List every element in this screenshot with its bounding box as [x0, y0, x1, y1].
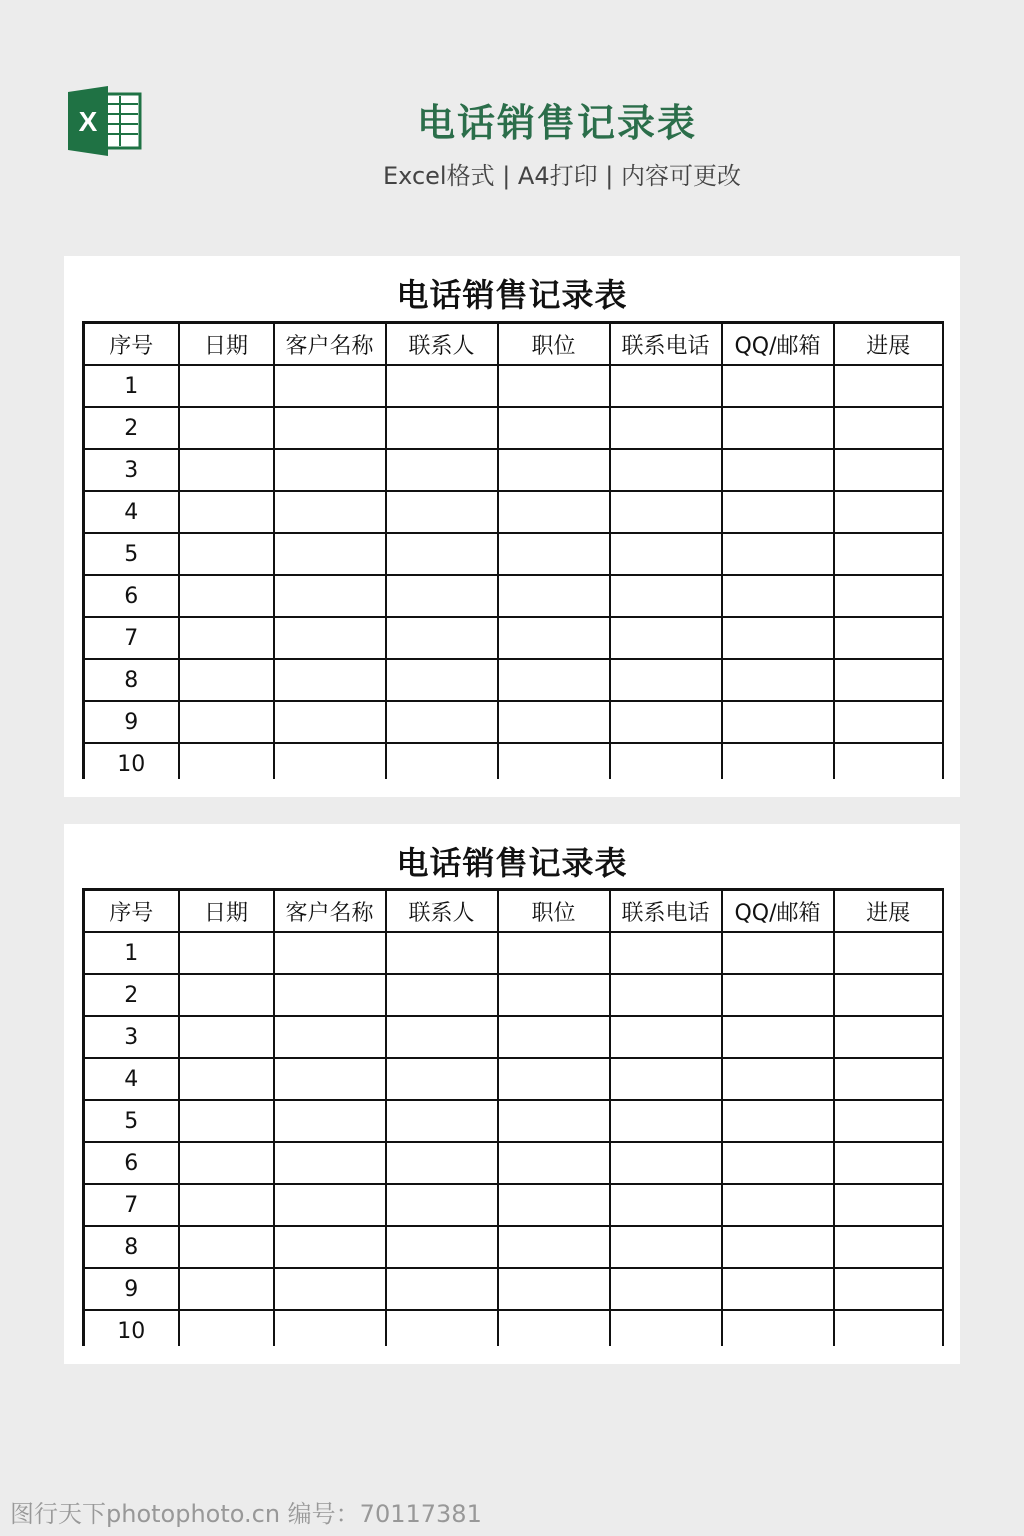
table-cell [834, 1058, 944, 1100]
table-cell [274, 533, 386, 575]
column-header-phone: 联系电话 [610, 323, 722, 366]
table-cell [386, 365, 498, 407]
table-cell [179, 617, 274, 659]
column-header-index: 序号 [84, 890, 179, 933]
table-cell [722, 1100, 834, 1142]
page-title: 电话销售记录表 [416, 101, 697, 145]
table-cell [722, 743, 834, 779]
table-cell [179, 575, 274, 617]
table-cell [274, 701, 386, 743]
table-cell [274, 617, 386, 659]
table-cell [610, 491, 722, 533]
table-cell [386, 1184, 498, 1226]
table-cell [498, 1058, 610, 1100]
table-cell [834, 743, 944, 779]
table-cell [834, 1184, 944, 1226]
table-cell [722, 365, 834, 407]
table-cell [179, 974, 274, 1016]
table-cell [179, 1058, 274, 1100]
table-row [84, 974, 944, 1016]
table-row [84, 1058, 944, 1100]
table-cell [834, 932, 944, 974]
table-cell [179, 365, 274, 407]
table-cell [610, 449, 722, 491]
table-cell [834, 974, 944, 1016]
table-cell [834, 407, 944, 449]
row-number: 8 [84, 659, 179, 701]
column-header-position: 职位 [498, 323, 610, 366]
table-cell [179, 1016, 274, 1058]
table-cell [610, 1058, 722, 1100]
table-cell [498, 491, 610, 533]
table-cell [722, 1184, 834, 1226]
table-cell [834, 1142, 944, 1184]
table-cell [386, 533, 498, 575]
row-number: 9 [84, 1268, 179, 1310]
excel-logo-letter: X [78, 106, 98, 137]
table-row [84, 1184, 944, 1226]
table-cell [834, 365, 944, 407]
table-cell [610, 701, 722, 743]
table-cell [834, 575, 944, 617]
row-number: 4 [84, 1058, 179, 1100]
table-cell [834, 1100, 944, 1142]
table-cell [179, 743, 274, 779]
table-cell [274, 491, 386, 533]
table-row [84, 743, 944, 779]
table-cell [722, 1268, 834, 1310]
table-cell [274, 575, 386, 617]
row-number: 1 [84, 365, 179, 407]
table-cell [386, 1016, 498, 1058]
column-header-date: 日期 [179, 323, 274, 366]
table-row [84, 932, 944, 974]
table-row [84, 1310, 944, 1346]
table-cell [386, 617, 498, 659]
table-cell [386, 701, 498, 743]
table-cell [498, 1016, 610, 1058]
row-number: 3 [84, 449, 179, 491]
sheet-title: 电话销售记录表 [396, 276, 628, 314]
table-cell [610, 1310, 722, 1346]
table-cell [179, 1268, 274, 1310]
table-cell [179, 659, 274, 701]
row-number: 3 [84, 1016, 179, 1058]
table-cell [610, 659, 722, 701]
sheet-preview-2 [64, 824, 960, 1364]
table-row [84, 491, 944, 533]
table-cell [610, 1184, 722, 1226]
table-cell [610, 743, 722, 779]
table-cell [834, 1226, 944, 1268]
table-cell [834, 701, 944, 743]
table-row [84, 1268, 944, 1310]
table-cell [498, 1184, 610, 1226]
table-cell [498, 449, 610, 491]
table-cell [834, 1016, 944, 1058]
table-cell [722, 449, 834, 491]
table-cell [274, 932, 386, 974]
row-number: 8 [84, 1226, 179, 1268]
table-cell [610, 932, 722, 974]
table-row [84, 1016, 944, 1058]
table-cell [386, 1226, 498, 1268]
page-subtitle: Excel格式 | A4打印 | 内容可更改 [383, 162, 741, 190]
table-cell [179, 407, 274, 449]
table-cell [498, 1310, 610, 1346]
table-cell [274, 1310, 386, 1346]
table-cell [386, 407, 498, 449]
table-clip [82, 321, 944, 779]
table-cell [179, 491, 274, 533]
column-header-index: 序号 [84, 323, 179, 366]
table-cell [179, 1184, 274, 1226]
table-cell [179, 1100, 274, 1142]
table-cell [498, 617, 610, 659]
table-cell [179, 1226, 274, 1268]
table-cell [722, 974, 834, 1016]
column-header-progress: 进展 [834, 323, 944, 366]
table-cell [610, 1142, 722, 1184]
row-number: 2 [84, 974, 179, 1016]
table-cell [274, 1058, 386, 1100]
column-header-qq-email: QQ/邮箱 [722, 890, 834, 933]
table-cell [274, 974, 386, 1016]
table-cell [274, 365, 386, 407]
table-row [84, 617, 944, 659]
table-cell [722, 1016, 834, 1058]
table-cell [610, 974, 722, 1016]
row-number: 7 [84, 617, 179, 659]
table-cell [834, 1310, 944, 1346]
row-number: 9 [84, 701, 179, 743]
watermark: 图行天下photophoto.cn 编号：70117381 [10, 1500, 482, 1528]
row-number: 6 [84, 1142, 179, 1184]
table-cell [179, 932, 274, 974]
sales-record-table [82, 321, 944, 779]
table-cell [722, 491, 834, 533]
table-cell [722, 533, 834, 575]
table-cell [610, 533, 722, 575]
table-cell [498, 659, 610, 701]
table-row [84, 365, 944, 407]
table-cell [610, 407, 722, 449]
row-number: 2 [84, 407, 179, 449]
table-cell [834, 617, 944, 659]
table-cell [386, 491, 498, 533]
table-cell [498, 365, 610, 407]
table-cell [498, 1268, 610, 1310]
table-cell [722, 407, 834, 449]
table-cell [722, 701, 834, 743]
table-cell [722, 659, 834, 701]
table-cell [386, 1058, 498, 1100]
table-cell [610, 1226, 722, 1268]
table-cell [610, 1016, 722, 1058]
table-cell [386, 1268, 498, 1310]
sheet-title: 电话销售记录表 [396, 844, 628, 882]
table-cell [386, 449, 498, 491]
table-cell [610, 1268, 722, 1310]
table-cell [498, 974, 610, 1016]
table-cell [274, 1268, 386, 1310]
table-cell [386, 932, 498, 974]
table-cell [722, 1058, 834, 1100]
column-header-position: 职位 [498, 890, 610, 933]
table-cell [386, 575, 498, 617]
table-cell [834, 1268, 944, 1310]
table-cell [386, 1100, 498, 1142]
table-cell [834, 449, 944, 491]
table-cell [179, 701, 274, 743]
table-cell [274, 743, 386, 779]
table-cell [834, 491, 944, 533]
table-cell [610, 617, 722, 659]
table-cell [722, 1310, 834, 1346]
table-cell [386, 1310, 498, 1346]
table-cell [834, 533, 944, 575]
table-cell [386, 743, 498, 779]
row-number: 10 [84, 1310, 179, 1346]
table-cell [498, 1100, 610, 1142]
table-cell [498, 701, 610, 743]
table-cell [274, 1100, 386, 1142]
table-row [84, 407, 944, 449]
row-number: 7 [84, 1184, 179, 1226]
table-row [84, 449, 944, 491]
table-cell [834, 659, 944, 701]
table-row [84, 575, 944, 617]
table-cell [498, 575, 610, 617]
row-number: 1 [84, 932, 179, 974]
table-cell [274, 407, 386, 449]
table-header-row [84, 890, 944, 933]
column-header-contact: 联系人 [386, 890, 498, 933]
table-cell [610, 575, 722, 617]
column-header-phone: 联系电话 [610, 890, 722, 933]
column-header-date: 日期 [179, 890, 274, 933]
table-cell [274, 1226, 386, 1268]
column-header-contact: 联系人 [386, 323, 498, 366]
table-cell [386, 974, 498, 1016]
row-number: 6 [84, 575, 179, 617]
table-cell [498, 1142, 610, 1184]
sheet-preview-1 [64, 256, 960, 797]
table-cell [498, 407, 610, 449]
column-header-qq-email: QQ/邮箱 [722, 323, 834, 366]
table-cell [179, 1310, 274, 1346]
table-cell [722, 617, 834, 659]
table-cell [179, 1142, 274, 1184]
table-clip [82, 888, 944, 1346]
table-cell [274, 659, 386, 701]
table-row [84, 659, 944, 701]
table-cell [274, 1184, 386, 1226]
row-number: 5 [84, 1100, 179, 1142]
table-cell [722, 932, 834, 974]
column-header-customer: 客户名称 [274, 323, 386, 366]
table-cell [610, 365, 722, 407]
sales-record-table [82, 888, 944, 1346]
table-cell [498, 1226, 610, 1268]
table-cell [610, 1100, 722, 1142]
column-header-customer: 客户名称 [274, 890, 386, 933]
table-row [84, 1142, 944, 1184]
table-cell [722, 1226, 834, 1268]
row-number: 5 [84, 533, 179, 575]
table-row [84, 533, 944, 575]
table-cell [498, 932, 610, 974]
table-cell [274, 449, 386, 491]
table-cell [386, 659, 498, 701]
row-number: 10 [84, 743, 179, 779]
table-cell [498, 533, 610, 575]
table-cell [722, 1142, 834, 1184]
table-cell [179, 533, 274, 575]
table-cell [498, 743, 610, 779]
table-row [84, 1226, 944, 1268]
column-header-progress: 进展 [834, 890, 944, 933]
table-cell [722, 575, 834, 617]
table-header-row [84, 323, 944, 366]
table-cell [274, 1142, 386, 1184]
table-row [84, 1100, 944, 1142]
table-cell [179, 449, 274, 491]
table-cell [386, 1142, 498, 1184]
row-number: 4 [84, 491, 179, 533]
table-row [84, 701, 944, 743]
table-cell [274, 1016, 386, 1058]
